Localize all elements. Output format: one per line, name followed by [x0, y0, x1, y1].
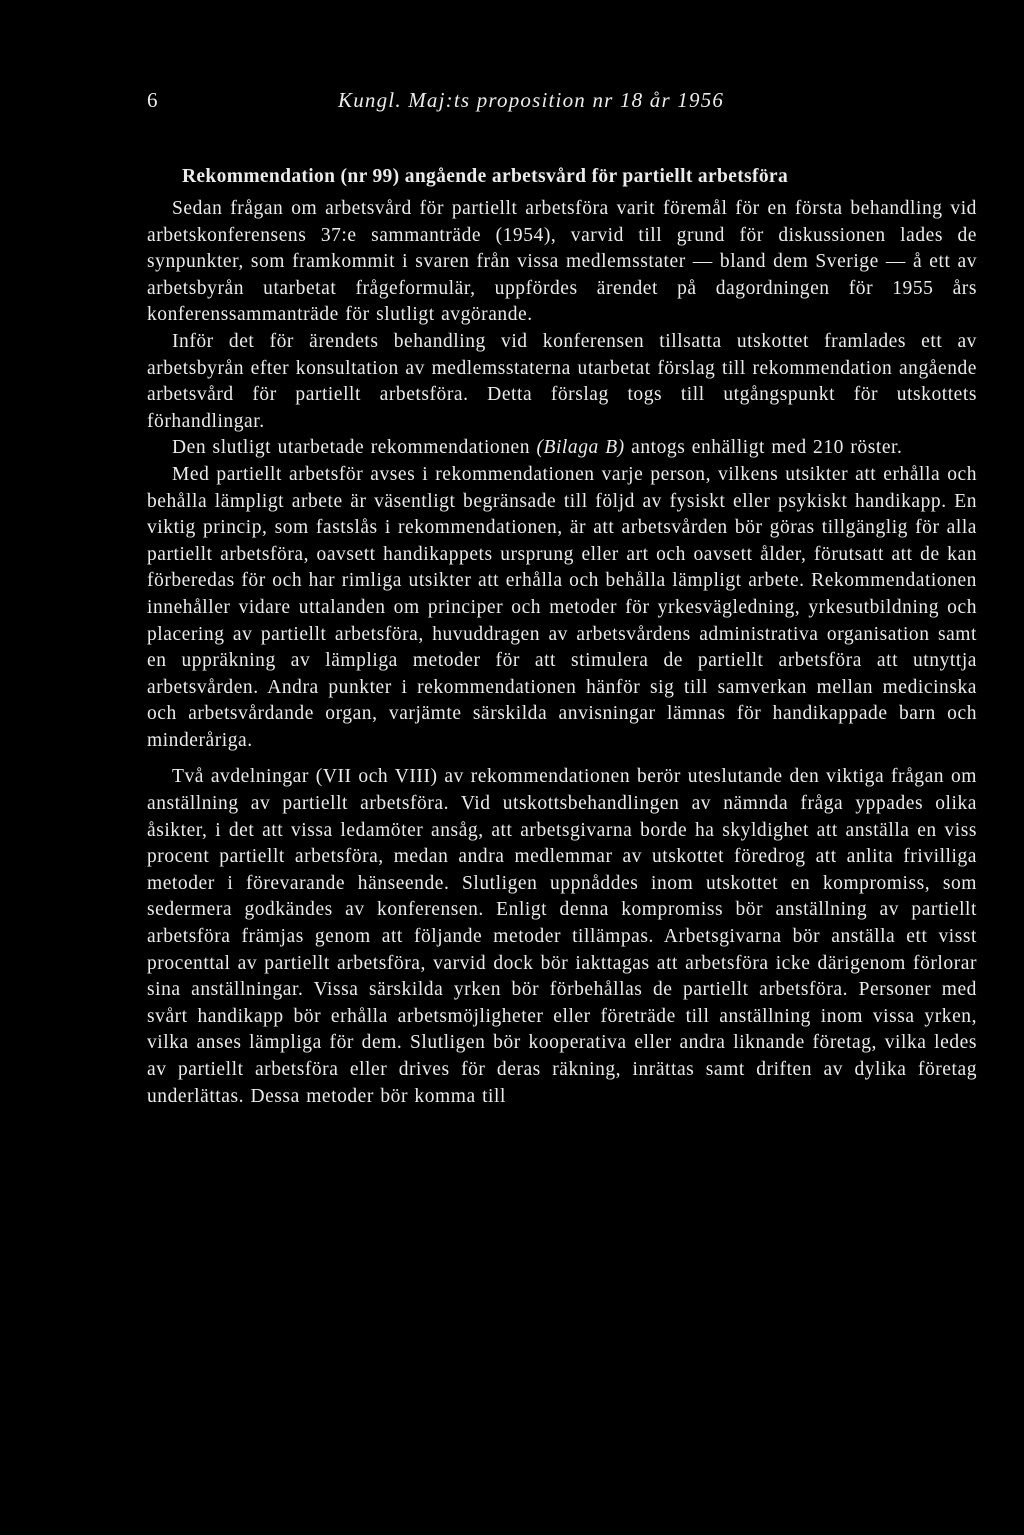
paragraph-3-text-before: Den slutligt utarbetade rekommendationen: [172, 437, 537, 459]
running-head: Kungl. Maj:ts proposition nr 18 år 1956: [338, 88, 725, 112]
section-heading: Rekommendation (nr 99) angående arbetsvård för partiellt arbetsföra: [182, 166, 789, 187]
paragraph-5: Två avdelningar (VII och VIII) av rekommendationen berör uteslutande den viktiga frågan om anställning av partiellt arbetsföra. Vid utskottsbehandlingen av nämnda fråga yppades olika åsikter, i det att vissa ledamöter ansåg, att arbetsgivarna borde ha skyldighet att anställa en viss procent partiellt arbetsföra, medan andra medlemmar av utskottet föredrog att anlita frivilliga metoder i förevarande hänseende. Slutligen uppnåddes inom utskottet en kompromiss, som sedermera godkändes av konferensen. Enligt denna kompromiss bör anställning av partiellt arbetsföra främjas genom att följande metoder tillämpas. Arbetsgivarna bör anställa ett visst procenttal av partiellt arbetsföra, varvid dock bör iakttagas att arbetsföra icke därigenom förlorar sina anställningar. Vissa särskilda yrken bör förbehållas de partiellt arbetsföra. Personer med svårt handikapp bör erhålla arbetsmöjligheter eller företräde till anställning inom vissa yrken, vilka anses lämpliga för dem. Slutligen bör kooperativa eller andra liknande företag, vilka ledes av partiellt arbetsföra eller drives för deras räkning, inrättas samt driften av dylika företag underlättas. Dessa metoder bör komma till: [147, 766, 977, 1107]
paragraph-2: Inför det för ärendets behandling vid konferensen tillsatta utskottet framlades ett av arbetsbyrån efter konsultation av medlemsstaterna utarbetat förslag till rekommendation angående arbetsvård för partiellt arbetsföra. Detta förslag togs till utgångspunkt för utskottets förhandlingar.: [147, 330, 977, 432]
page-header: [147, 88, 977, 118]
page-number: 6: [147, 88, 158, 112]
appendix-reference: (Bilaga B): [536, 437, 625, 459]
document-page: [147, 88, 977, 1110]
paragraph-3-text-after: antogs enhälligt med 210 röster.: [624, 437, 903, 459]
body-text: [147, 196, 977, 1110]
paragraph-3: [147, 435, 977, 462]
paragraph-1: Sedan frågan om arbetsvård för partiellt arbetsföra varit föremål för en första behandling vid arbetskonferensens 37:e sammanträde (1954), varvid till grund för diskussionen lades de synpunkter, som framkommit i svaren från vissa medlemsstater — bland dem Sverige — å ett av arbetsbyrån utarbetat frågeformulär, uppfördes ärendet på dagordningen för 1955 års konferenssammanträde för slutligt avgörande.: [147, 198, 977, 326]
paragraph-4: Med partiellt arbetsför avses i rekommendationen varje person, vilkens utsikter att erhålla och behålla lämpligt arbete är väsentligt begränsade till följd av fysiskt eller psykiskt handikapp. En viktig princip, som fastslås i rekommendationen, är att arbetsvården bör göras tillgänglig för alla partiellt arbetsföra, oavsett handikappets ursprung eller art och oavsett ålder, förutsatt att de kan förberedas för och har rimliga utsikter att erhålla och behålla lämpligt arbete. Rekommendationen innehåller vidare uttalanden om principer och metoder för yrkesvägledning, yrkesutbildning och placering av partiellt arbetsföra, huvuddragen av arbetsvårdens administrativa organisation samt en uppräkning av lämpliga metoder för att stimulera de partiellt arbetsföra att utnyttja arbetsvården. Andra punkter i rekommendationen hänför sig till samverkan mellan medicinska och arbetsvårdande organ, varjämte särskilda anvisningar lämnas för handikappade barn och minderåriga.: [147, 463, 977, 751]
